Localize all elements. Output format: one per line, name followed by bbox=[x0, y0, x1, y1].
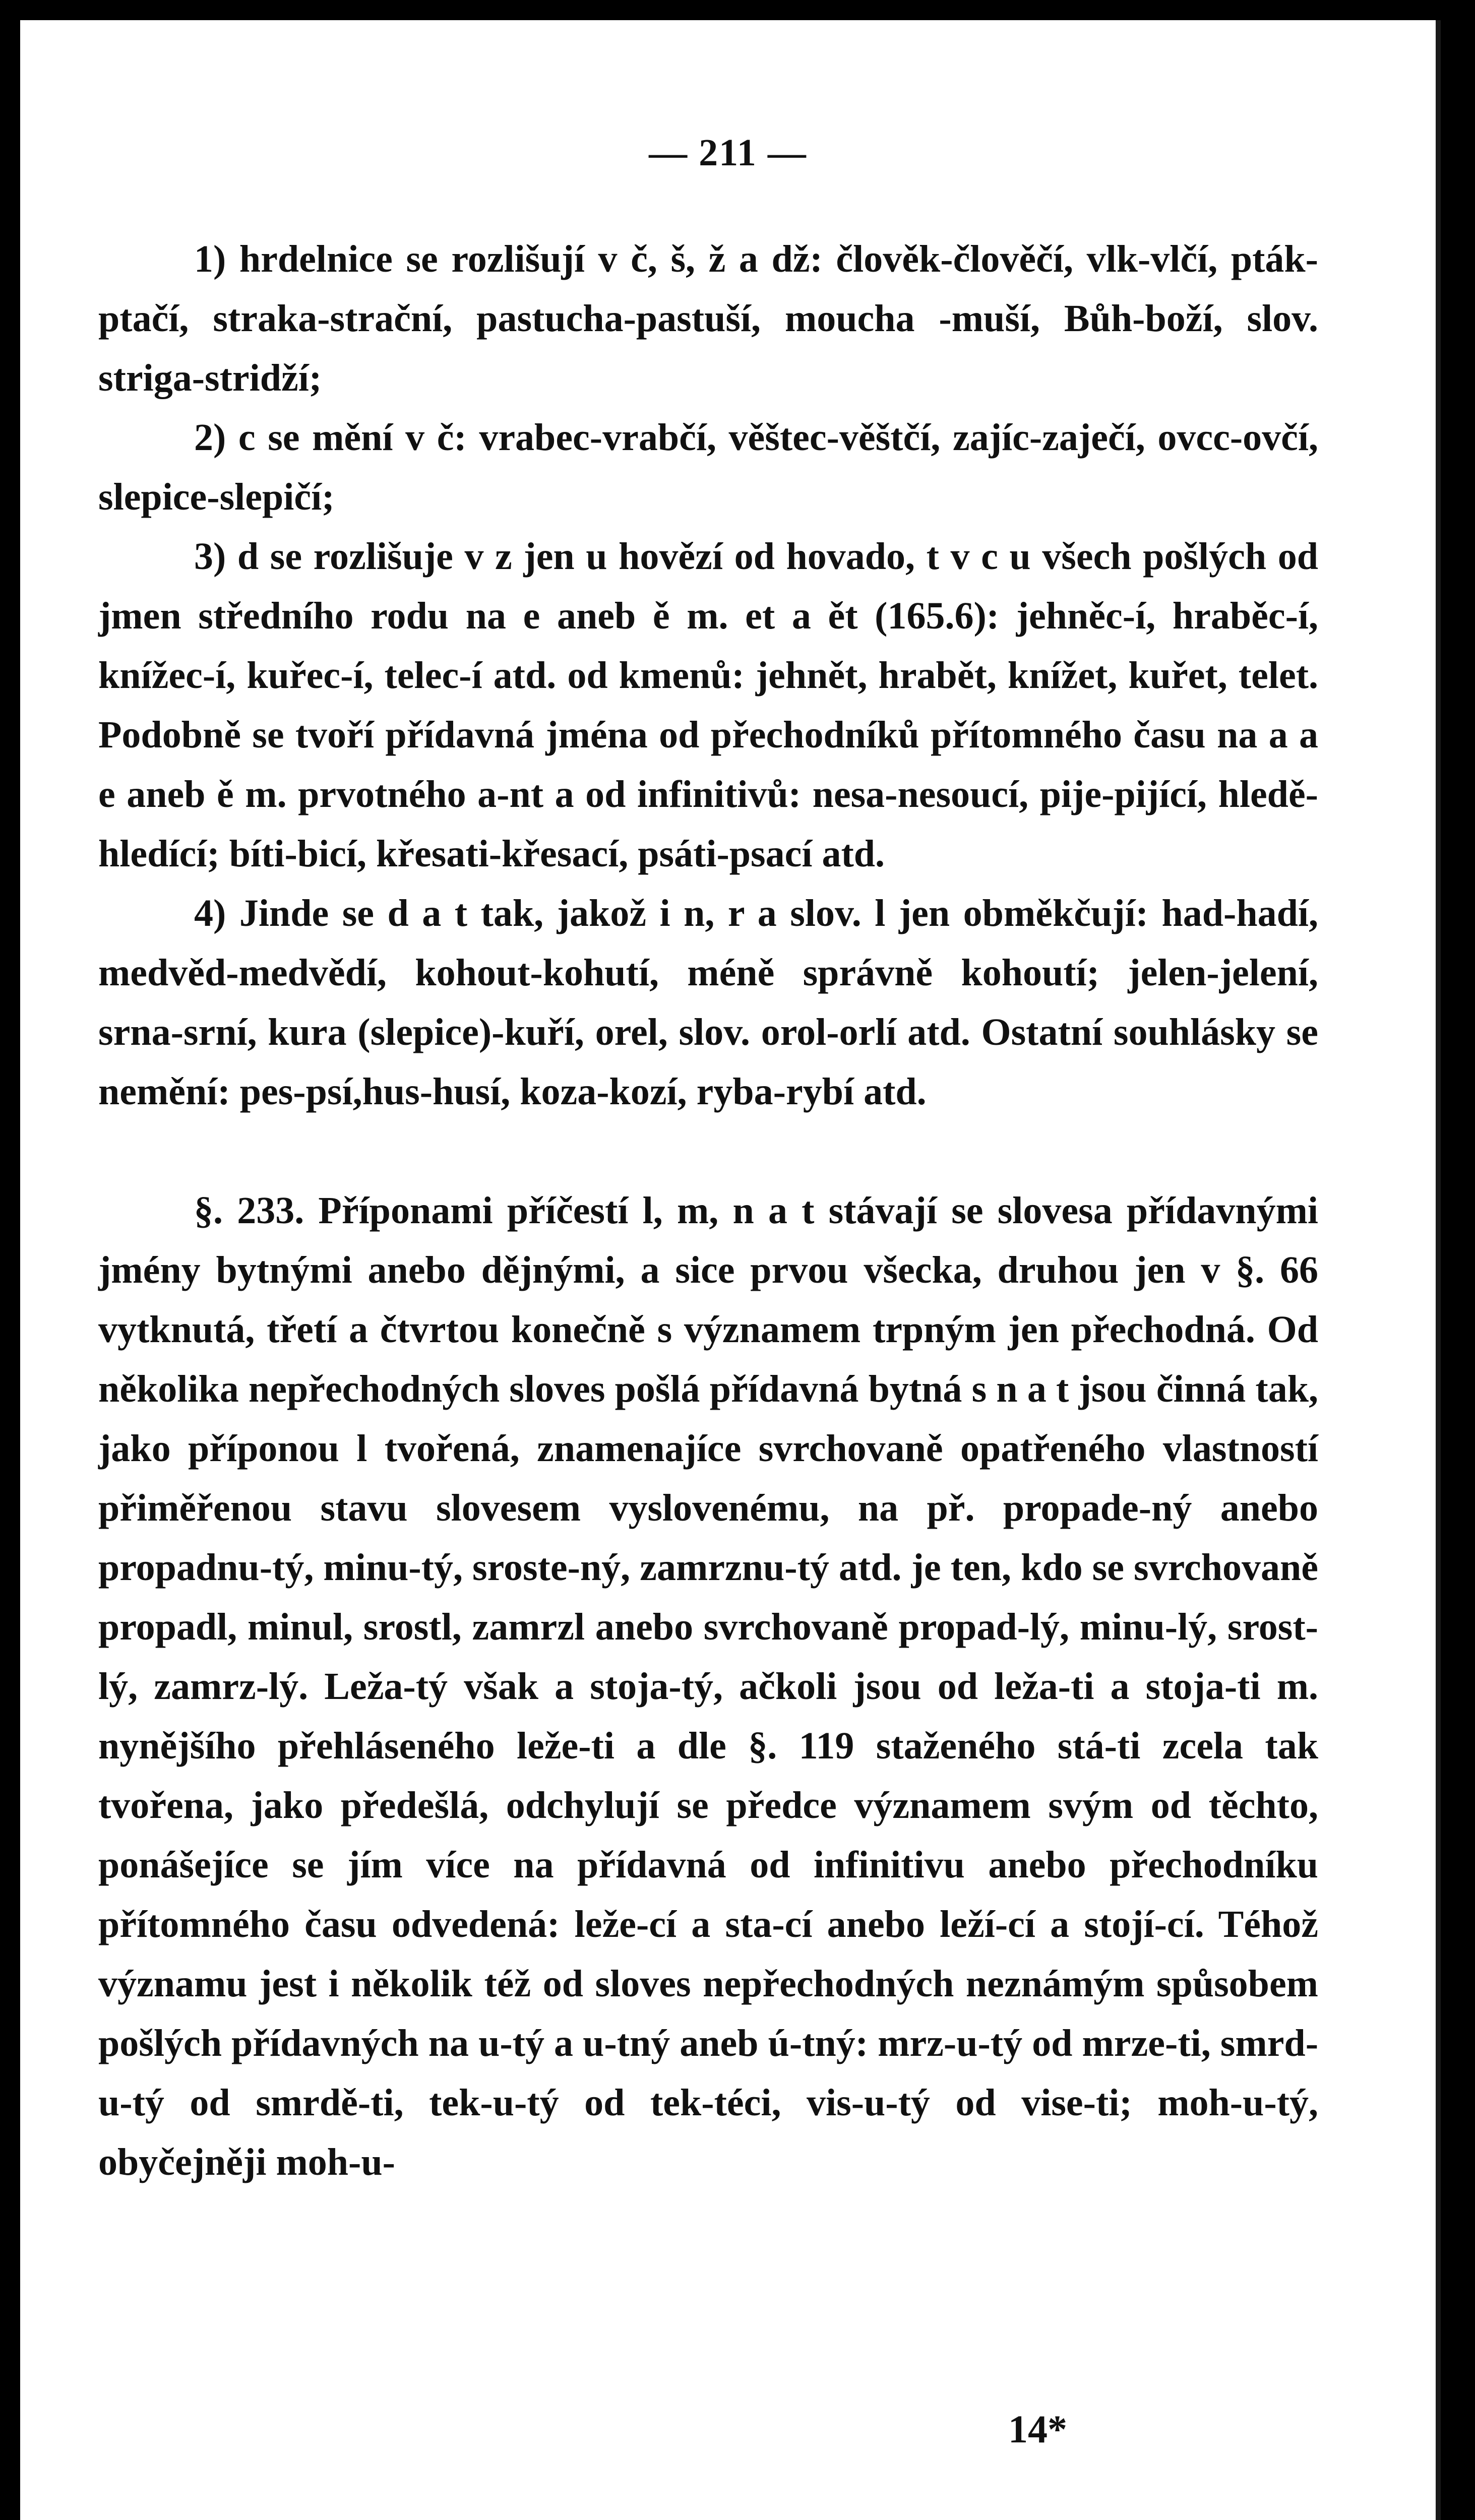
paragraph-2: 2) c se mění v č: vrabec-vrabčí, věštec-věštčí, zajíc-zaječí, ovcc-ovčí, slepice-slepičí; bbox=[98, 416, 1318, 518]
paragraph-3: 3) d se rozlišuje v z jen u hovězí od hovado, t v c u všech pošlých od jmen středního rodu na e aneb ě m. et a ět (165.6): jehněc-í, hraběc-í, knížec-í, kuřec-í, telec-í atd. od kmenů: jehnět, hrabět, knížet, kuřet, telet. Podobně se tvoří přídavná jména od přechodníků přítomného času na a a e aneb ě m. prvotného a-nt a od infinitivů: nesa-nesoucí, pije-pijící, hledě-hledící; bíti-bicí, křesati-křesací, psáti-psací atd. bbox=[98, 535, 1318, 875]
section-233-paragraph: §. 233. Příponami příčestí l, m, n a t stávají se slovesa přídavnými jmény bytnými anebo dějnými, a sice prvou všecka, druhou jen v §. 66 vytknutá, třetí a čtvrtou konečně s významem trpným jen přechodná. Od několika nepřechodných sloves pošlá přídavná bytná s n a t jsou činná tak, jako příponou l tvořená, znamenajíce svrchovaně opatřeného vlastností přiměřenou stavu slovesem vyslovenému, na př. propade-ný anebo propadnu-tý, minu-tý, sroste-ný, zamrznu-tý atd. je ten, kdo se svrchovaně propadl, minul, srostl, zamrzl anebo svrchovaně propad-lý, minu-lý, srost-lý, zamrz-lý. Leža-tý však a stoja-tý, ačkoli jsou od leža-ti a stoja-ti m. nynějšího přehláseného leže-ti a dle §. 119 staženého stá-ti zcela tak tvořena, jako předešlá, odchylují se předce významem svým od těchto, ponášejíce se jím více na přídavná od infinitivu anebo přechodníku přítomného času odvedená: leže-cí a sta-cí anebo leží-cí a stojí-cí. Téhož významu jest i několik též od sloves nepřechodných neznámým spůsobem pošlých přídavných na u-tý a u-tný aneb ú-tný: mrz-u-tý od mrze-ti, smrd-u-tý od smrdě-ti, tek-u-tý od tek-téci, vis-u-tý od vise-ti; moh-u-tý, obyčejněji moh-u- bbox=[98, 1189, 1318, 2183]
signature-mark: 14* bbox=[1008, 2407, 1067, 2451]
body-text bbox=[98, 229, 1318, 2192]
book-page bbox=[20, 20, 1441, 2520]
page-number: — 211 — bbox=[649, 132, 807, 174]
section-gap bbox=[98, 1121, 1318, 1181]
paragraph-1: 1) hrdelnice se rozlišují v č, š, ž a dž: člověk-člověčí, vlk-vlčí, pták-ptačí, straka-strační, pastucha-pastuší, moucha -muší, Bůh-boží, slov. striga-stridží; bbox=[98, 238, 1318, 399]
paragraph-4: 4) Jinde se d a t tak, jakož i n, r a slov. l jen obměkčují: had-hadí, medvěd-medvědí, kohout-kohutí, méně správně kohoutí; jelen-jelení, srna-srní, kura (slepice)-kuří, orel, slov. orol-orlí atd. Ostatní souhlásky se nemění: pes-psí,hus-husí, koza-kozí, ryba-rybí atd. bbox=[98, 892, 1318, 1113]
